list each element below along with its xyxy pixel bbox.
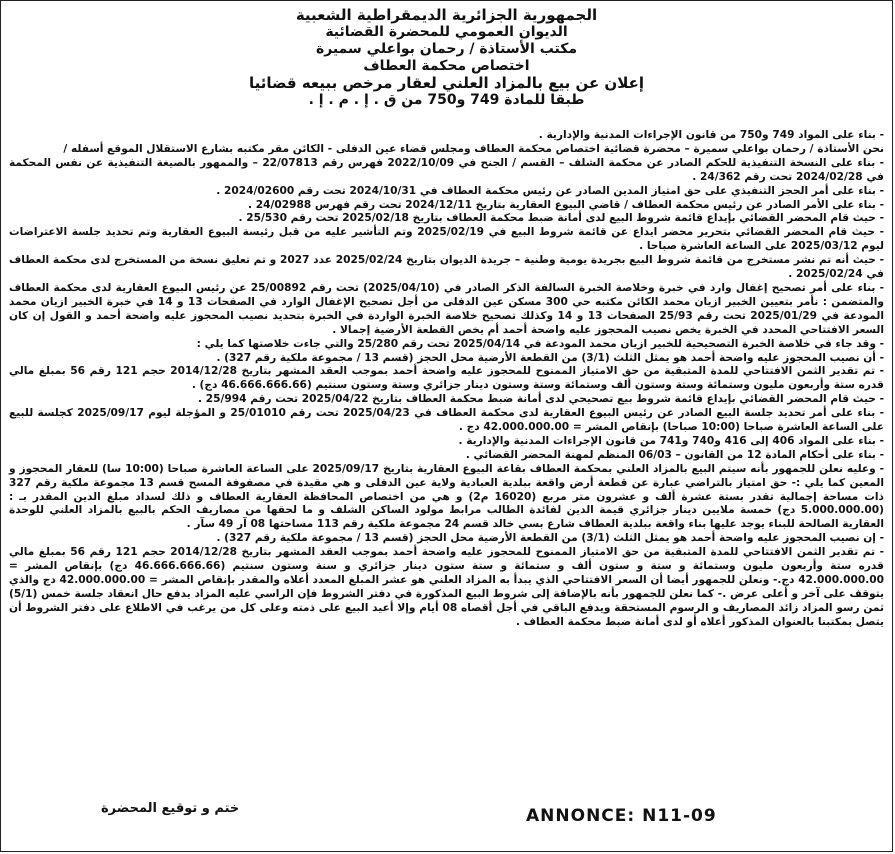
notice-legal-basis: طبقا للمادة 749 و750 من ق . إ . م . إ .: [308, 92, 585, 108]
header-office: الديوان العمومي للمحضرة القضائية: [325, 24, 568, 40]
notice-body: [9, 129, 884, 630]
notice-header: [1, 7, 892, 109]
paragraph: - بناء على أمر تحديد جلسة البيع الصادر عن رئيس البيوع العقارية لدى محكمة العطاف في 2025/04/23 تحت رقم 25/01010 و المؤجلة ليوم 2025/09/17 كجلسة للبيع على الساعة العاشرة صباحا (10:00 صباحا) بإنقاص المشر = 42.000.000.00 دج .: [9, 407, 884, 434]
header-republic: الجمهورية الجزائرية الديمقراطية الشعبية: [295, 6, 598, 24]
paragraph: - إن نصيب المحجوز عليه واضحة أحمد هو يمثل الثلث (3/1) من القطعة الأرضية محل الحجز (قسم 13 / مجموعة ملكية رقم 327) .: [216, 532, 884, 545]
paragraph: - بناء على أمر الحجز التنفيذي على حق امتياز المدين الصادر عن رئيس محكمة العطاف في 2024/10/31 تحت رقم 2024/02600 .: [216, 184, 884, 197]
paragraph: - وقد جاء في خلاصة الخبرة التصحيحية للخبير ازيان محمد المودعة في 2025/04/14 تحت رقم 25/280 والتي جاءت خلاصتها كما يلي :: [196, 337, 884, 350]
paragraph: - حيث أنه تم نشر مستخرج من قائمة شروط البيع بجريدة يومية وطنية – جريدة الديوان بتاريخ 2025/02/24 عدد 2027 و تم تعليق نسخة من المستخرج لدى محكمة العطاف في 2025/02/24 .: [9, 254, 884, 281]
header-bailiff: مكتب الأستاذة / رحمان بواعلي سميرة: [315, 41, 578, 57]
paragraph: نحن الأستاذة / رحمان بواعلي سميرة – محضرة قضائية اختصاص محكمة العطاف ومجلس قضاء عين الدفلى - الكائن مقر مكتبه بشارع الاستقلال الموقع أسفله /: [63, 142, 884, 155]
paragraph: - بناء على أحكام المادة 12 من القانون – 06/03 المنظم لمهنة المحضر القضائي .: [465, 448, 884, 461]
paragraph: - أن نصيب المحجوز عليه واضحة أحمد هو يمثل الثلث (3/1) من القطعة الأرضية محل الحجز (قسم 13 / مجموعة ملكية رقم 327) .: [216, 351, 884, 364]
paragraph: - بناء على المواد 406 إلى 416 و740 و741 من قانون الإجراءات المدنية والإدارية .: [458, 434, 884, 447]
paragraph: - بناء على الأمر الصادر عن رئيس محكمة العطاف / قاضي البيوع العقارية بتاريخ 2024/12/11 تحت رقم فهرس 24/02988 .: [248, 198, 884, 211]
header-jurisdiction: اختصاص محكمة العطاف: [363, 58, 530, 74]
paragraph: - بناء على أمر تصحيح إغفال وارد في خبرة وخلاصة الخبرة السالفة الذكر الصادر في (2025/04/10) تحت رقم 25/00892 عن رئيس البيوع العقارية لدى محكمة العطاف والمتضمن : نأمر بتعيين الخبير ازيان محمد الكائن مكتبه حي 300 مسكن عين الدفلى من أجل تصحيح الإغفال الوارد في الصفحات 13 و 14 في خبرة الخبير ازيان محمد المودعة في 2025/01/29 تحت رقم 25/93 الصفحات 13 و 14 وكذلك تصحيح خلاصة الخبرة الواردة في الخبرة بتحديد نصيب المحجوز عليه واضحة أحمد و القول إن كان السعر الافتتاحي المحدد في الخبرة يخص نصيب المحجوز عليه واضحة أحمد أم يخص القطعة الأرضية إجمالا .: [9, 281, 885, 336]
annonce-number: ANNONCE: N11-09: [526, 806, 717, 826]
paragraph: - حيث قام المحضر القضائي بتحرير محضر ايداع عن قائمة شروط البيع في 2025/02/19 وتم التأشير عليه من قبل رئيسة البيوع العقارية وتم تحديد جلسة الاعتراضات ليوم 2025/03/12 على الساعة العاشرة صباحا .: [9, 226, 885, 253]
paragraph: - بناء على المواد 749 و750 من قانون الإجراءات المدنية والإدارية .: [538, 129, 884, 141]
paragraph: - حيث قام المحضر القضائي بإيداع قائمة شروط البيع لدى أمانة ضبط محكمة العطاف بتاريخ 2025/02/18 تحت رقم 25/530 .: [238, 212, 884, 225]
paragraph: - وعليه نعلن للجمهور بأنه سيتم البيع بالمزاد العلني بمحكمة العطاف بقاعة البيوع العقارية بتاريخ 2025/09/17 على الساعة العاشرة صباحا (10:00 سا) للعقار المحجوز و المعين كما يلي :- حق امتياز بالتراضي عبارة عن قطعة أرض واقعة ببلدية العبادية ولاية عين الدفلى و هي مقيدة في مصفوفة المسح قسم 13 مجموعة ملكية رقم 327 ذات مساحة إجمالية تقدر بستة عشرة ألف و عشرون متر مربع (16020 م2) و هي من اختصاص المحافظة العقارية العطاف و ذلك لسداد مبلغ الدين المقدر بـ : (5.000.000.00 دج) خمسة ملايين دينار جزائري قيمة الدين لفائدة الطالب مرابط مولود الساكن الشلف و ما لحقها من مصاريف الحكم بالبيع بالمزاد العلني للوحدة العقارية الصالحة للبناء يوجد عليها بناء واقعة ببلدية العطاف شارع بسي خالد قسم 24 مجموعة ملكية رقم 113 مساحتها 08 آر 49 سآر .: [9, 462, 885, 531]
paragraph: - حيث قام المحضر القضائي بإيداع قائمة شروط بيع تصحيحي لدى أمانة ضبط محكمة العطاف بتاريخ 2025/04/22 تحت رقم 25/994 .: [198, 393, 884, 406]
notice-title: إعلان عن بيع بالمزاد العلني لعقار مرخص ببيعه قضائيا: [248, 74, 644, 92]
paragraph: - تم تقدير الثمن الافتتاحي للمدة المتبقية من حق الامتياز الممنوح للمحجوز عليه واضحة أحمد بموجب العقد المشهر بتاريخ 2014/12/28 حجم 121 رقم 56 بمبلغ مالي قدره ستة وأربعون مليون وستمائة و ستة و ستون ألف و ستمائة و ستة ستون دينار جزائري و سنة وستون سنتيم (46.666.666.66 دج) بإنقاص المشر = 42.000.000.00 دج.- ونعلن للجمهور أيضا أن السعر الافتتاحي الذي يبدأ به المزاد العلني هو عشر المبلغ المعدد أعلاه والمقدر بإنقاص المشر = 42.000.000.00 دج والذي يتوقف على آخر و أعلى عرض .- كما نعلن للجمهور بأنه بالإضافة إلى شروط البيع المذكورة في دفتر الشروط فإن الراسي عليه المزاد يدفع حال انعقاد جلسة خمس (5/1) ثمن رسو المزاد زائد المصاريف و الرسوم المستحقة ويدفع الباقي في أجل أقصاه 08 أيام وإلا أعيد البيع على ذمته وعلى كل من يرغب في الاطلاع على دفتر الشروط أن يتصل بمكتبنا بالعنوان المذكور أعلاه أو لدى أمانة ضبط محكمة العطاف .: [9, 546, 884, 628]
signature-label: ختم و توقيع المحضرة: [101, 801, 240, 816]
paragraph: - تم تقدير الثمن الافتتاحي للمدة المتبقية من حق الامتياز الممنوح للمحجوز عليه واضحة أحمد بموجب العقد المشهر بتاريخ 2014/12/28 حجم 121 رقم 56 بمبلغ مالي قدره ستة وأربعون مليون وستمائة وستة وستون ألف وستمائة وستة وستون دينار جزائري وستة وستون سنتيم (46.666.666.66 دج) .: [9, 365, 884, 392]
paragraph: - بناء على النسخة التنفيذية للحكم الصادر عن محكمة الشلف – القسم / الجنح في 2022/10/09 فهرس رقم 22/07813 – والممهور بالصيغة التنفيذية عن نفس المحكمة في 2024/02/28 تحت رقم 24/362 .: [9, 156, 884, 183]
